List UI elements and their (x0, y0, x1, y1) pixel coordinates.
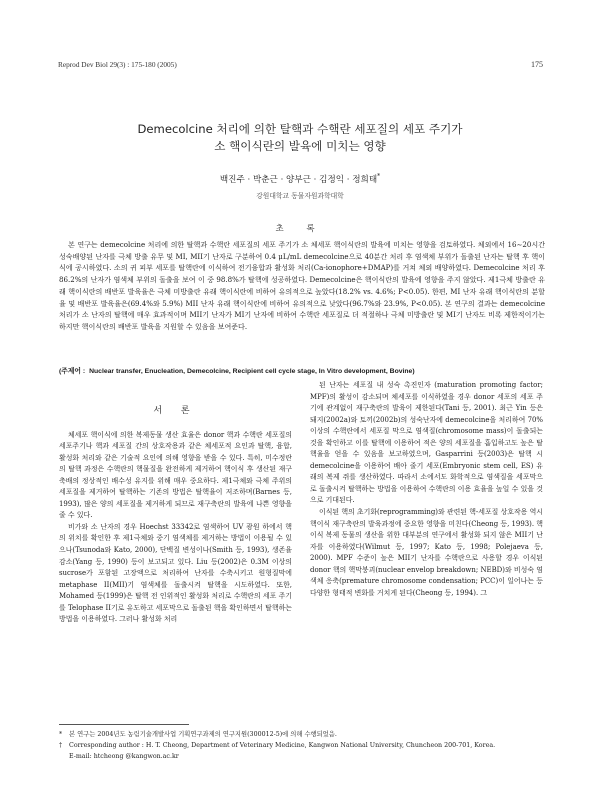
author-names: 백진주 · 박춘근 · 양부근 · 김정익 · 정희태 (219, 175, 378, 185)
funding-mark: * (59, 731, 63, 738)
corresponding-footnote (59, 740, 545, 751)
corresponding-text: Corresponding author : H. T. Cheong, Department of Veterinary Medicine, Kangwon National University, Chuncheon 200-701, Korea. (69, 742, 496, 749)
abstract-heading: 초 록 (275, 224, 325, 234)
running-head (58, 60, 543, 72)
intro-paragraph: 된 난자는 세포질 내 성숙 촉진인자 (maturation promoting factor; MPF)의 활성이 감소되며 체세포를 이식하였을 경우 donor 세포의 세포 주기에 관계없이 재구축란의 발육이 제한된다(Tani 등, 2001). 최근 Yin 등은 돼지(2002a)와 토끼(2002b)의 성숙난자에 demecolcine을 처리하여 70% 이상의 수핵란에서 세포질 막으로 염색질(chromosome mass)이 돌출되는 것을 확인하고 이를 탈핵에 이용하여 적은 양의 세포질을 흡입하고도 높은 탈핵율을 얻을 수 있음을 보고하였으며, Gasparrini 등(2003)은 탈핵 시 demecolcine을 이용하여 배아 줄기 세포(Embryonic stem cell, ES) 유래의 복제 쥐를 생산하였다. 따라서 소에서도 화학적으로 염색질을 세포막으로 돌출시켜 탈핵하는 방법을 이용하여 수핵란의 이용 효율을 높일 수 있을 것으로 기대된다. (310, 381, 543, 505)
keywords-label: (주제어 : (59, 368, 86, 375)
right-column (310, 380, 543, 599)
footnotes (59, 729, 545, 762)
introduction-heading: 서 론 (153, 406, 198, 416)
article-title (60, 121, 540, 155)
title-line-1: Demecolcine 처리에 의한 탈핵과 수핵란 세포질의 세포 주기가 (137, 122, 463, 136)
intro-paragraph: 이식된 핵의 초기화(reprogramming)와 관련된 핵-세포질 상호작용 역시 핵이식 재구축란의 발육과정에 중요한 영향을 미친다(Cheong 등, 1993). 핵이식 복제 동물의 생산을 위한 대부분의 연구에서 활성화 되지 않은 MII기 난자를 이용하였다(Wilmut 등, 1997; Kato 등, 1998; Polejaeva 등, 2000). MPF 수준이 높은 MII기 난자를 수핵란으로 사용할 경우 이식된 donor 핵의 핵막붕괴(nuclear envelop breakdown; NEBD)와 비성숙 염색체 응축(premature chromosome condensation; PCC)이 일어나는 등 다양한 형태적 변화를 거치게 된다(Cheong 등, 1994). 그 (310, 508, 543, 597)
email-footnote (59, 751, 545, 762)
title-line-2: 소 핵이식란의 발육에 미치는 영향 (214, 139, 386, 153)
email-text: E-mail: htcheong @kangwon.ac.kr (69, 753, 179, 760)
funding-text: 본 연구는 2004년도 농림기술개발사업 기획연구과제의 연구지원(300012-5)에 의해 수행되었음. (69, 731, 337, 738)
footnote-divider (59, 724, 189, 725)
keywords-text: Nuclear transfer, Enucleation, Demecolcine, Recipient cell cycle stage, In Vitro development, Bovine) (89, 368, 415, 375)
abstract (59, 239, 545, 333)
intro-paragraph: 비가와 소 난자의 경우 Hoechst 33342로 염색하여 UV 광원 하에서 핵의 위치를 확인한 후 제1극체와 중기 염색체를 제거하는 방법이 이용될 수 있으나(Tsunoda와 Kato, 2000), 단백질 변성이나(Smith 등, 1993), 생존율 감소(Yang 등, 1990) 등이 보고되고 있다. Liu 등(2002)은 0.3M 이상의 sucrose가 포함된 고장액으로 처리하여 난자를 수축시키고 원형질막에 metaphase II(MII)기 염색체를 돌출시켜 탈핵을 시도하였다. 또한, Mohamed 등(1999)은 탈핵 전 인위적인 활성화 처리로 수핵란의 세포 주기를 Telophase II기로 유도하고 세포막으로 돌출된 핵을 확인하면서 탈핵하는 방법을 이용하였다. 그러나 활성화 처리 (59, 522, 292, 624)
intro-paragraph: 체세포 핵이식에 의한 복제동물 생산 효율은 donor 핵과 수핵란 세포질의 세포주기나 핵과 세포질 간의 상호작용과 같은 체세포적 요인과 탈핵, 융합, 활성화 처리와 같은 기술적 요인에 의해 영향을 받을 수 있다. 특히, 미수정란의 탈핵 과정은 수핵란의 핵물질을 완전하게 제거하여 핵이식 후 생산된 재구축배의 정상적인 배수성 유지를 위해 매우 중요하다. 제1극체와 극체 주위의 세포질을 제거하여 탈핵하는 기존의 방법은 탈핵율이 저조하며(Barnes 등, 1993), 많은 양의 세포질을 제거하게 되므로 재구축란의 발육에 나쁜 영향을 줄 수 있다. (59, 430, 292, 520)
corresponding-author-mark: * (377, 173, 381, 181)
corresponding-mark: † (59, 742, 63, 749)
funding-footnote (59, 729, 545, 740)
left-column (59, 396, 292, 626)
author-list (60, 173, 540, 185)
journal-citation: Reprod Dev Biol 29(3) : 175-180 (2005) (58, 60, 177, 69)
affiliation: 강원대학교 동물자원과학대학 (256, 192, 344, 200)
abstract-text: 본 연구는 demecolcine 처리에 의한 탈핵과 수핵란 세포질의 세포 주기가 소 체세포 핵이식란의 발육에 미치는 영향을 검토하였다. 체외에서 16∼20시간 성숙배양된 난자를 극체 방출 유무 및 MI, MII기 난자로 구분하여 0.4 μL/mL demecolcine으로 40분간 처리 후 염색체 부위가 돌출된 난자는 탈핵 후 핵이식에 공시하였다. 소의 귀 피부 세포를 탈핵란에 이식하여 전기융합과 활성화 처리(Ca-ionophore+DMAP)를 거쳐 체외 배양하였다. Demecolcine 처리 후 86.2%의 난자가 염색체 부위의 돌출을 보여 이 중 98.8%가 탈핵에 성공하였다. Demecolcine은 핵이식란의 발육에 영향을 주지 않았다. 제1극체 방출란 유래 핵이식란의 배반포 발육율은 극체 미방출란 유래 핵이식란에 비하여 유의적으로 높았다(18.2% vs. 4.6%; P<0.05). 한편, MI 난자 유래 핵이식란의 분할율 및 배반포 발육율은(69.4%와 5.9%) MII 난자 유래 핵이식란에 비하여 유의적으로 낮았다(96.7%와 23.9%, P<0.05). 본 연구의 결과는 demecolcine 처리가 소 난자의 탈핵에 매우 효과적이며 MII기 난자가 MI기 난자에 비하여 수핵란 세포질로 더 적절하나 극체 미방출란 및 MI기 난자도 비록 제한적이기는 하지만 핵이식란의 배반포 발육을 지원할 수 있음을 보여준다. (59, 240, 545, 331)
keywords (59, 365, 545, 375)
page-number: 175 (531, 60, 543, 69)
